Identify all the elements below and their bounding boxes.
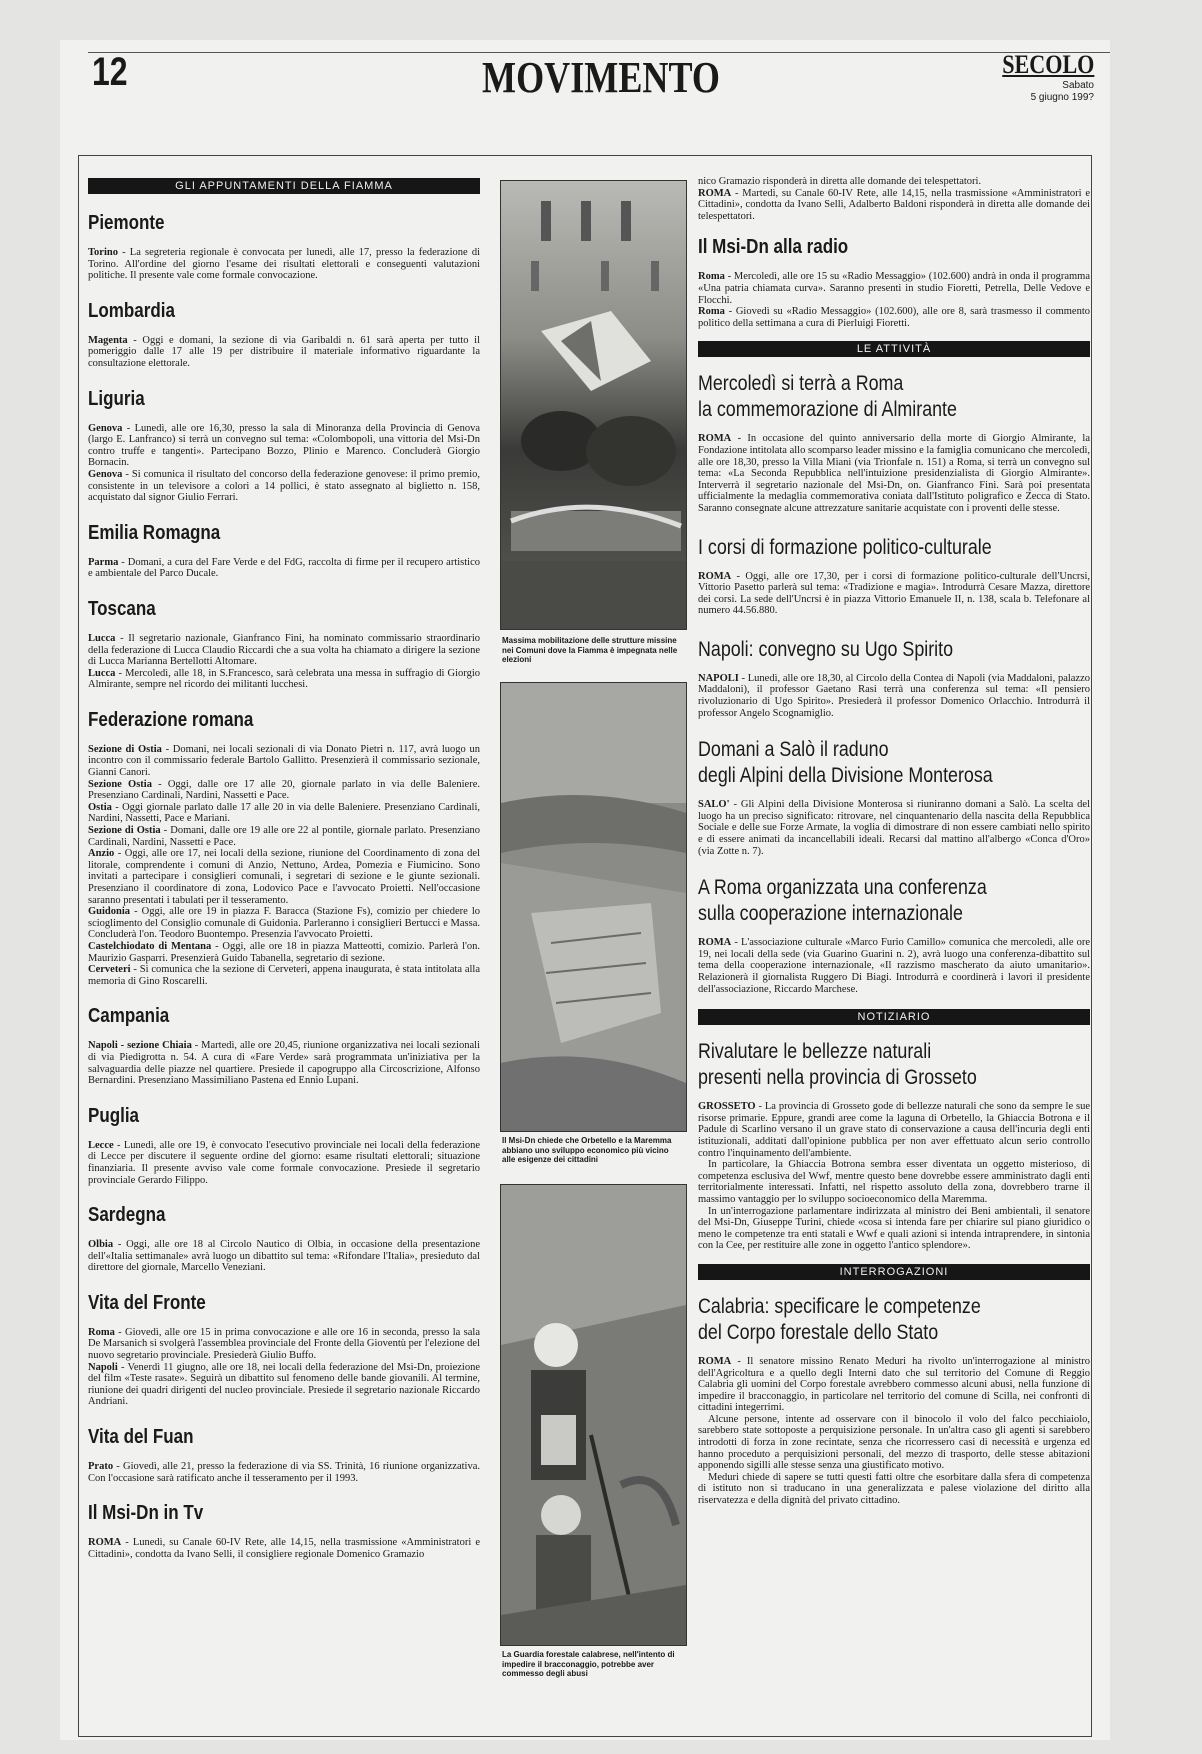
- spirito-heading: Napoli: convegno su Ugo Spirito: [698, 637, 954, 661]
- appointment-item: [88, 1239, 480, 1274]
- dateline: Torino: [88, 247, 118, 258]
- article-paragraph: [698, 937, 1090, 995]
- body-text: - Oggi giornale parlato dalle 17 alle 20 in via delle Baleniere. Presenziano Cardinali, Nardini, Nassetti, Pace e Mariani.: [88, 801, 480, 825]
- body-text: - Il segretario nazionale, Gianfranco Fini, ha nominato commissario straordinario della federazione di Lucca Claudio Riccardi che a sua volta ha chiamato a dirigere la sezione di Lucca Marianna Bertellotti Altomare.: [88, 632, 480, 668]
- region-heading: Il Msi-Dn in Tv: [88, 1502, 204, 1525]
- dateline: Genova: [88, 422, 123, 434]
- article-paragraph: [698, 1206, 1090, 1252]
- body-text: - Si comunica che la sezione di Cerveteri, appena inaugurata, è stata intitolata alla memoria di Gino Roscarelli.: [88, 964, 480, 987]
- section-bar-appointments: GLI APPUNTAMENTI DELLA FIAMMA: [88, 178, 480, 194]
- caption-forest-guard: La Guardia forestale calabrese, nell'intento di impedire il bracconaggio, potrebbe aver commesso degli abusi: [502, 1650, 675, 1678]
- body-text: Alcune persone, intente ad osservare con il binocolo il volo del falco pecchiaiolo, sarebbero state sottoposte a perquisizione personale. In un'altra caso gli agenti si sarebbero introdotti di forza in zone recintate, senza che ricorressero casi di necessità e urgenza ed hanno proceduto a perquisizioni personali, del mezzo di trasporto, delle stesse abitazioni apponendo sigilli alle stesse senza una giustificato motivo.: [698, 1413, 1090, 1472]
- almirante-heading-line1: Mercoledì si terrà a Roma: [698, 372, 904, 396]
- salo-heading-line2: degli Alpini della Divisione Monterosa: [698, 764, 993, 788]
- calabria-heading: [698, 1294, 1031, 1346]
- dateline: ROMA: [698, 937, 732, 949]
- column-appointments: [88, 178, 480, 1560]
- body-text: In un'interrogazione parlamentare indirizzata al ministro dei Beni ambientali, il senatore del Msi-Dn, Giuseppe Turini, chiede «cosa si intenda fare per chiarire sul piano giuridico o meno le competenze tra enti statali e Wwf e quali azioni si intenda intraprendere, in sintonia con la Cee, per restituire alle zone in oggetto l'antico splendore».: [698, 1205, 1090, 1252]
- body-text: - Oggi, alle ore 17, nei locali della sezione, riunione del Coordinamento di zona del litorale, comprendente i comuni di Anzio, Nettuno, Ardea, Pomezia e Fiumicino. Sono invitati a partecipare i consiglieri comunali, i segretari di sezione e le giunte sezionali. Presenziano il coordinatore di zona, Lodovico Pace e l'avvocato Proietti. Nell'occasione saranno presentati i tabulati per il tesseramento.: [88, 848, 480, 906]
- calabria-article: [698, 1356, 1090, 1507]
- article-paragraph: [698, 1356, 1090, 1414]
- tv-item: [698, 188, 1090, 223]
- rally-photo-image: [501, 181, 686, 629]
- appointment-item: [88, 557, 480, 580]
- appointment-item: [88, 906, 480, 941]
- dateline: ROMA: [698, 570, 732, 582]
- article-paragraph: [698, 673, 1090, 719]
- body-text: - Mercoledì, alle 18, in S.Francesco, sarà celebrata una messa in suffragio di Giorgio Almirante, sempre nel ricordo dei militanti lucchesi.: [88, 667, 480, 691]
- tv-item-place: ROMA: [698, 187, 732, 199]
- appointment-item: [88, 848, 480, 906]
- dateline: Prato: [88, 1461, 114, 1473]
- body-text: - Giovedì, alle 21, presso la federazione di via SS. Trinità, 16 riunione organizzativa. Con l'occasione sarà ratificato anche il tesseramento per il 1993.: [88, 1461, 480, 1484]
- article-paragraph: [698, 433, 1090, 514]
- appointment-item: [88, 744, 480, 779]
- article-paragraph: [698, 1414, 1090, 1472]
- calabria-heading-line2: del Corpo forestale dello Stato: [698, 1320, 939, 1344]
- dateline: Lecce: [88, 1139, 114, 1151]
- region-heading: Sardegna: [88, 1204, 166, 1227]
- region-heading: Liguria: [88, 387, 145, 410]
- radio-items: [698, 271, 1090, 329]
- body-text: - Oggi, alle ore 18 in piazza Matteotti, comizio. Parlerà l'on. Maurizio Gasparri. Presenzierà Guido Tabanella, segretario di sezione.: [88, 940, 480, 964]
- appointment-item: [88, 247, 480, 282]
- conferenza-article: [698, 937, 1090, 995]
- article-paragraph: [698, 1472, 1090, 1507]
- conferenza-heading-line2: sulla cooperazione internazionale: [698, 902, 963, 926]
- dateline: ROMA: [698, 433, 732, 445]
- masthead: [986, 50, 1094, 104]
- photo-orbetello: [500, 682, 687, 1132]
- dateline: Parma: [88, 556, 119, 568]
- almirante-heading-line2: la commemorazione di Almirante: [698, 398, 957, 422]
- region-heading: Puglia: [88, 1104, 140, 1127]
- grosseto-heading: [698, 1039, 1031, 1091]
- body-text: - Lunedì, alle ore 18,30, al Circolo della Contea di Napoli (via Maddaloni, palazzo Maddaloni), il professor Gaetano Rasi terrà una conferenza sul tema: «Il pensiero rivoluzionario di Ugo Spirito». Presiederà il professor Domenico Orlacchio. Introdurrà il professor Angelo Scognamiglio.: [698, 672, 1090, 719]
- appointment-item: [88, 668, 480, 691]
- column-news: [698, 176, 1090, 1507]
- body-text: - Martedì, alle ore 20,45, riunione organizzativa nei locali sezionali di via Piedigrotta n. 54. A cura di «Fare Verde» sarà programmata un'iniziativa per la salvaguardia delle piazze nel quartiere. Presiede il capogruppo alla Circoscrizione, Alfonso Bernardini. Presenziano Massimiliano Pastena ed Ennio Lupani.: [88, 1040, 480, 1087]
- aerial-photo-image: [501, 683, 686, 1131]
- salo-article: [698, 799, 1090, 857]
- body-text: - Il senatore missino Renato Meduri ha rivolto un'interrogazione al ministro dell'Agricoltura e a quello degli Interni dato che sul territorio del Comune di Reggio Calabria gli uomini del Corpo forestale avrebbero commesso alcuni abusi, nella funzione di impedire il bracconaggio, in particolare nel territorio del comune di Scilla, nei confronti di cittadini integerrimi.: [698, 1355, 1090, 1414]
- appointment-item: [88, 1140, 480, 1186]
- dateline: Sezione di Ostia: [88, 743, 162, 755]
- body-text: Meduri chiede di sapere se tutti questi fatti oltre che esorbitare dalla sfera di competenza di istituto non si traducano in una generalizzata e palese violazione del diritto alla riservatezza e della dignità del privato cittadino.: [698, 1471, 1090, 1507]
- dateline: Roma: [698, 271, 725, 283]
- dateline: Lucca: [88, 632, 116, 644]
- article-paragraph: [698, 1101, 1090, 1159]
- dateline: SALO': [698, 799, 730, 811]
- dateline: Olbia: [88, 1239, 114, 1251]
- dateline: Cerveteri: [88, 964, 131, 976]
- spirito-article: [698, 673, 1090, 719]
- dateline: ROMA: [698, 1355, 732, 1367]
- appointment-item: [88, 1461, 480, 1484]
- section-bar-interrogazioni: INTERROGAZIONI: [698, 1264, 1090, 1280]
- dateline: ROMA: [88, 1537, 122, 1549]
- corsi-heading: I corsi di formazione politico-culturale: [698, 535, 992, 559]
- body-text: - La segreteria regionale è convocata per lunedì, alle 17, presso la federazione di Torino. All'ordine del giorno l'esame dei risultati elettorali e conseguenti valutazioni politiche. Il presente vale come formale convocazione.: [88, 247, 480, 282]
- dateline: Anzio: [88, 848, 115, 860]
- radio-heading: Il Msi-Dn alla radio: [698, 236, 849, 259]
- article-paragraph: [698, 271, 1090, 306]
- body-text: - Domani, a cura del Fare Verde e del FdG, raccolta di firme per il recupero artistico e ambientale del Parco Ducale.: [88, 556, 480, 580]
- body-text: - Mercoledì, alle ore 15 su «Radio Messaggio» (102.600) andrà in onda il programma «Una patria chiamata curva». Saranno presenti in studio Fioretti, Petrella, Delle Vedove e Flocchi.: [698, 271, 1090, 306]
- dateline: Roma: [88, 1326, 115, 1338]
- section-bar-notiziario: NOTIZIARIO: [698, 1009, 1090, 1025]
- article-paragraph: [698, 306, 1090, 329]
- appointment-item: [88, 633, 480, 668]
- body-text: - Venerdì 11 giugno, alle ore 18, nei locali della federazione del Msi-Dn, proiezione del film «Teste rasate». Seguirà un dibattito sul fenomeno delle bande giovanili. Al termine, riunione dei quadri dirigenti del nucleo provinciale. Presiede il segretario nazionale Riccardo Andriani.: [88, 1361, 480, 1408]
- body-text: - Lunedì, alle ore 16,30, presso la sala di Minoranza della Provincia di Genova (largo E. Lanfranco) si terrà un convegno sul tema: «Colombopoli, una vittoria del Msi-Dn contro truffe e tangenti». Partecipano Bozzo, Plinio e Marenco. Concluderà Giorgio Bornacin.: [88, 422, 480, 469]
- conferenza-heading-line1: A Roma organizzata una conferenza: [698, 876, 987, 900]
- dateline: Roma: [698, 306, 725, 318]
- region-heading: Piemonte: [88, 212, 165, 234]
- dateline: Sezione di Ostia: [88, 825, 161, 837]
- calabria-heading-line1: Calabria: specificare le competenze: [698, 1294, 981, 1318]
- dateline: GROSSETO: [698, 1101, 756, 1113]
- photo-rally: [500, 180, 687, 630]
- grosseto-heading-line1: Rivalutare le bellezze naturali: [698, 1040, 932, 1064]
- appointment-item: [88, 964, 480, 987]
- region-heading: Toscana: [88, 597, 156, 620]
- body-text: - L'associazione culturale «Marco Furio Camillo» comunica che mercoledì, alle ore 19, nei locali della sede (via Guarino Guarini n. 2), avrà luogo una conferenza-dibattito sul tema della cooperazione internazionale, «Il razzismo mascherato da aiuto umanitario». Relazionerà il giornalista Ruggero Di Biagi. Introdurrà e coordinerà i lavori il presidente dell'associazione, Riccardo Marchese.: [698, 937, 1090, 995]
- caption-rally: Massima mobilitazione delle strutture missine nei Comuni dove la Fiamma è impegnata nelle elezioni: [502, 636, 678, 664]
- appointment-item: [88, 1327, 480, 1362]
- article-paragraph: [698, 571, 1090, 617]
- body-text: - Lunedì, su Canale 60-IV Rete, alle 14,15, nella trasmissione «Amministratori e Cittadini», condotta da Ivano Selli, il consigliere regionale Domenico Gramazio: [88, 1537, 480, 1560]
- almirante-article: [698, 433, 1090, 514]
- body-text: - Lunedì, alle ore 19, è convocato l'esecutivo provinciale nei locali della federazione di Lecce per discutere il seguente ordine del giorno: esame risultati elettorali; situazione finanziaria. Il presente avviso vale come formale convocazione. Presiede il segretario provinciale Gerardo Filippo.: [88, 1139, 480, 1186]
- section-bar-activities: LE ATTIVITÀ: [698, 341, 1090, 357]
- appointment-item: [88, 1040, 480, 1086]
- body-text: - Oggi, alle ore 18 al Circolo Nautico di Olbia, in occasione della presentazione dell'«Italia settimanale» avrà luogo un dibattito sul tema: «Rifondare l'Italia», presieduto dal direttore del giornale, Marcello Veneziani.: [88, 1239, 480, 1274]
- body-text: - Giovedì, alle ore 15 in prima convocazione e alle ore 16 in seconda, presso la sala De Marsanich si svolgerà l'assemblea provinciale del Fronte della Gioventù per l'elezione del nuovo segretario provinciale. Presiederà Giulio Buffo.: [88, 1326, 480, 1362]
- conferenza-heading: [698, 875, 1031, 927]
- body-text: - Gli Alpini della Divisione Monterosa si riuniranno domani a Salò. La scelta del luogo ha un preciso significato: ritrovare, nel cinquantenario della nascita della Repubblica Sociale e delle sue Forze Armate, la voglia di dimostrare di non essere cambiati nello spirito e di essere animati da incancellabili ideali. Recarsi dal mattino all'albergo «Conca d'Oro» (via Zotte n. 7).: [698, 799, 1090, 857]
- region-heading: Vita del Fronte: [88, 1291, 206, 1314]
- body-text: - Domani, dalle ore 19 alle ore 22 al pontile, giornale parlato. Presenziano Cardinali, Nardini, Nassetti e Pace.: [88, 825, 480, 848]
- dateline: Ostia: [88, 801, 112, 813]
- body-text: - Giovedì su «Radio Messaggio» (102.600), alle ore 8, sarà trasmesso il commento politico della settimana a cura di Pierluigi Fioretti.: [698, 306, 1090, 329]
- body-text: - Domani, nei locali sezionali di via Donato Pietri n. 117, avrà luogo un incontro con il commissario federale Bartolo Gallitto. Presenzierà il commissario sezionale, Gianni Canori.: [88, 743, 480, 779]
- region-heading: Lombardia: [88, 299, 175, 322]
- dateline: Napoli: [88, 1361, 118, 1373]
- body-text: - Oggi, alle ore 19 in piazza F. Baracca (Stazione Fs), comizio per chiedere lo scioglimento del Consiglio comunale di Guidonia. Parleranno i consiglieri Bertucci e Massa. Concluderà l'on. Teodoro Buontempo. Presenzia l'avvocato Proietti.: [88, 906, 480, 941]
- photo-forest-guard: [500, 1184, 687, 1646]
- appointments-list: [88, 212, 480, 1560]
- appointment-item: [88, 469, 480, 504]
- caption-orbetello: Il Msi-Dn chiede che Orbetello e la Maremma abbiano uno sviluppo economico più vicino alle esigenze dei cittadini: [502, 1136, 672, 1164]
- dateline: Guidonia: [88, 906, 131, 918]
- dateline: Lucca: [88, 667, 116, 679]
- grosseto-article: [698, 1101, 1090, 1252]
- appointment-item: [88, 779, 480, 802]
- appointment-item: [88, 802, 480, 825]
- appointment-item: [88, 335, 480, 370]
- forest-photo-image: [501, 1185, 686, 1645]
- salo-heading-line1: Domani a Salò il raduno: [698, 738, 889, 762]
- newspaper-name: SECOLO: [1001, 50, 1094, 79]
- dateline: Sezione Ostia: [88, 778, 152, 790]
- article-paragraph: [698, 1159, 1090, 1205]
- dateline: Castelchiodato di Mentana: [88, 940, 212, 952]
- body-text: In particolare, la Ghiaccia Botrona sembra esser diventata un oggetto misterioso, di competenza esclusiva del Wwf, mentre questo bene dovrebbe essere amministrato dagli enti territorialmente interessati. Infatti, nel rispetto assoluto della zona, dovrebbero trarne il massimo vantaggio per lo sviluppo socioeconomico della Maremma.: [698, 1159, 1090, 1205]
- dateline: Genova: [88, 468, 123, 480]
- body-text: - Oggi e domani, la sezione di via Garibaldi n. 61 sarà aperta per tutto il pomeriggio dalle 17 alle 19 per distribuire il materiale informativo riguardante la consultazione elettorale.: [88, 334, 480, 369]
- body-text: - In occasione del quinto anniversario della morte di Giorgio Almirante, la Fondazione intitolata allo scomparso leader missino e la famiglia comunicano che mercoledì, alle ore 18,30, presso la Villa Miani (via Trionfale n. 151) a Roma, si terrà un convegno sul tema: «La Seconda Repubblica nell'intuizione presidenzialista di Giorgio Almirante». Interverrà il segretario nazionale del Msi-Dn, on. Gianfranco Fini. Sarà poi presentata ufficialmente la medaglia commemorativa coniata dall'Istituto poligrafico e Zecca di Stato. Saranno consegnate alcune attrezzature sanitarie acquistate con i proventi delle stesse.: [698, 433, 1090, 514]
- grosseto-heading-line2: presenti nella provincia di Grosseto: [698, 1066, 977, 1090]
- dateline: NAPOLI: [698, 672, 739, 684]
- page-number: 12: [92, 50, 128, 94]
- corsi-article: [698, 571, 1090, 617]
- tv-item-text: - Martedì, su Canale 60-IV Rete, alle 14,15, nella trasmissione «Amministratori e Cittadini», condotta da Ivano Selli, Adalberto Baldoni risponderà in diretta alle domande dei telespettatori.: [698, 187, 1090, 222]
- article-paragraph: [698, 799, 1090, 857]
- appointment-item: [88, 825, 480, 848]
- dateline: Napoli - sezione Chiaia: [88, 1040, 192, 1052]
- body-text: - Oggi, alle ore 17,30, per i corsi di formazione politico-culturale dell'Uncrsi, Vittorio Pasetto parlerà sul tema: «Tradizione e magia». Introdurrà Cesare Mazza, direttore dei corsi. La sede dell'Uncrsi è in piazza Vittorio Emanuele II, n. 138, scala b. Telefonare al numero 44.56.880.: [698, 570, 1090, 617]
- salo-heading: [698, 737, 1031, 789]
- almirante-heading: [698, 371, 1031, 423]
- issue-date: 5 giugno 199?: [1030, 92, 1094, 103]
- appointment-item: [88, 1362, 480, 1408]
- region-heading: Emilia Romagna: [88, 521, 221, 544]
- appointment-item: [88, 941, 480, 964]
- appointment-item: [88, 1537, 480, 1560]
- region-heading: Vita del Fuan: [88, 1426, 194, 1449]
- body-text: - La provincia di Grosseto gode di bellezze naturali che sono da sempre le sue risorse primarie. Eppure, grandi aree come la laguna di Orbetello, la Ghiaccia Botrona e il Padule di Scarlino versano il un grave stato di conservazione a causa dell'incuria degli enti istituzionali, additati dall'opinione pubblica per non aver effettuato alcun serio controllo contro l'inquinamento dell'ambiente.: [698, 1101, 1090, 1159]
- body-text: - Si comunica il risultato del concorso della federazione genovese: il primo premio, consistente in un televisore a colori a 14 pollici, è stato assegnato al biglietto n. 158, acquistato dal signor Giulio Ferrari.: [88, 468, 480, 504]
- issue-day: Sabato: [1062, 80, 1094, 91]
- section-title: MOVIMENTO: [482, 53, 720, 102]
- region-heading: Federazione romana: [88, 708, 254, 731]
- dateline: Magenta: [88, 334, 128, 346]
- body-text: - Oggi, dalle ore 17 alle 20, giornale parlato in via delle Baleniere. Presenziano Cardinali, Nardini, Nassetti e Pace.: [88, 778, 480, 802]
- tv-continuation: nico Gramazio risponderà in diretta alle domande dei telespettatori.: [698, 176, 982, 187]
- region-heading: Campania: [88, 1005, 170, 1028]
- appointment-item: [88, 423, 480, 469]
